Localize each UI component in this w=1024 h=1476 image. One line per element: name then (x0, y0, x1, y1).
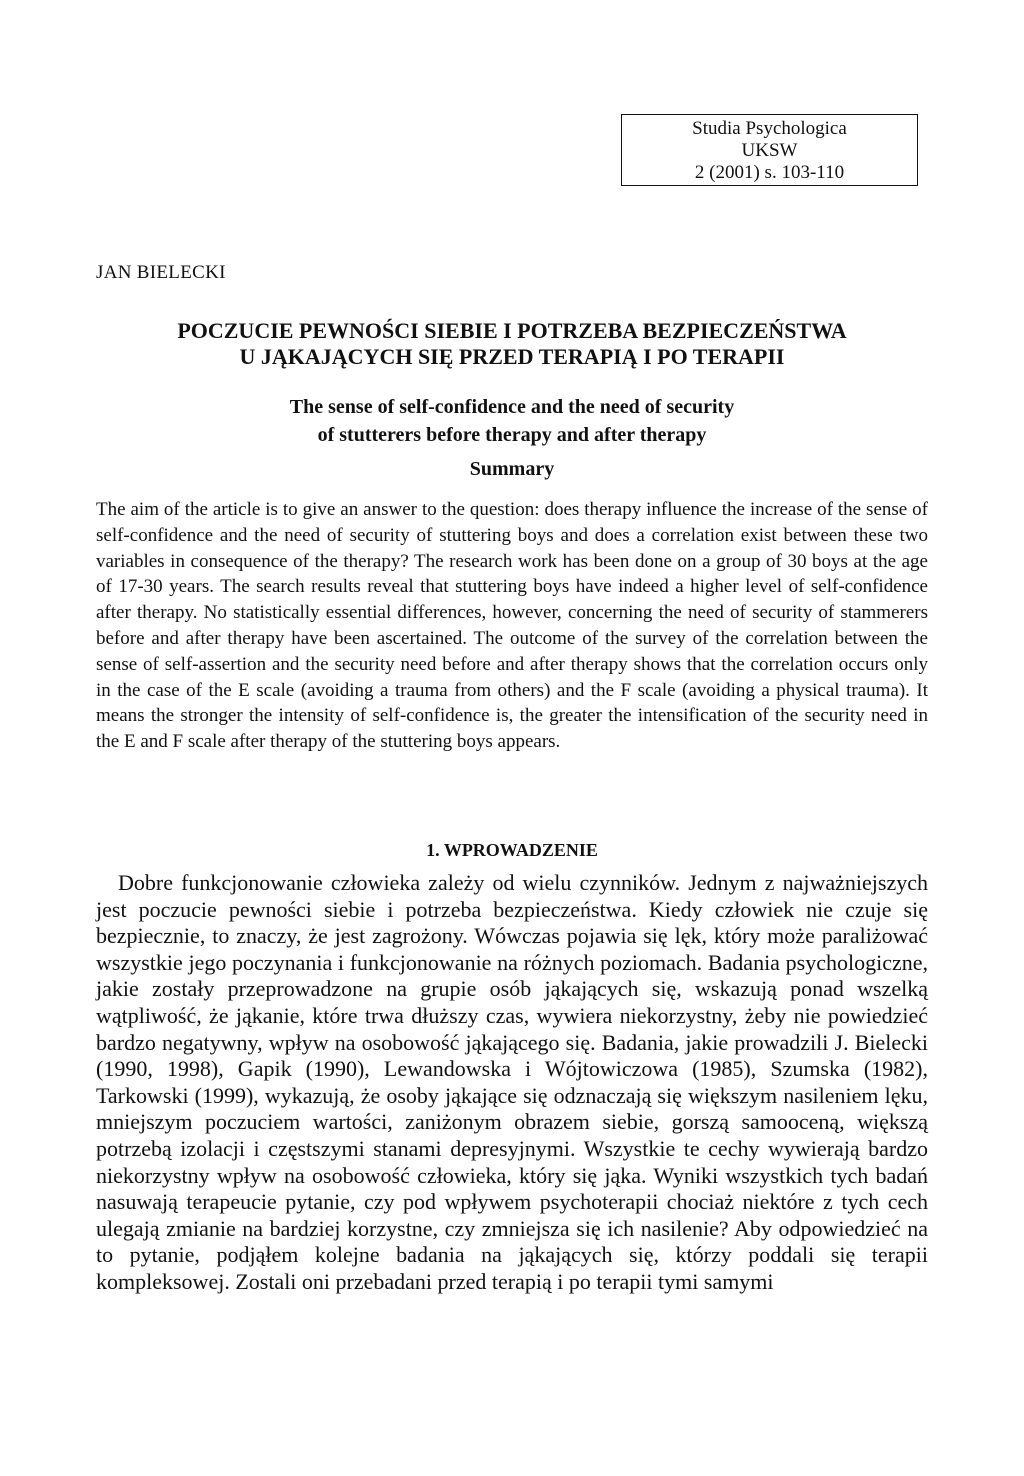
article-title-polish (96, 318, 928, 370)
title-pl-line-1: POCZUCIE PEWNOŚCI SIEBIE I POTRZEBA BEZPIECZEŃSTWA (177, 318, 847, 343)
journal-issue: 2 (2001) s. 103-110 (694, 162, 845, 183)
title-en-line-2: of stutterers before therapy and after therapy (317, 424, 707, 446)
article-title-english (96, 393, 928, 449)
summary-heading: Summary (469, 458, 555, 480)
title-pl-line-2: U JĄKAJĄCYCH SIĘ PRZED TERAPIĄ I PO TERAPII (239, 344, 785, 369)
title-en-line-1: The sense of self-confidence and the need of security (289, 396, 735, 418)
section-1-heading: 1. WPROWADZENIE (426, 840, 598, 860)
journal-info-box (621, 114, 918, 186)
author-name: JAN BIELECKI (96, 262, 226, 283)
summary-paragraph: The aim of the article is to give an answer to the question: does therapy influence the increase of the sense of self-confidence and the need of security of stuttering boys and does a correlation exist between these two variables in consequence of the therapy? The research work has been done on a group of 30 boys at the age of 17-30 years. The search results reveal that stuttering boys have indeed a higher level of self-confidence after therapy. No statistically essential differences, however, concerning the need of security of stammerers before and after therapy have been ascertained. The outcome of the survey of the correlation between the sense of self-assertion and the security need before and after therapy shows that the correlation occurs only in the case of the E scale (avoiding a trauma from others) and the F scale (avoiding a physical trauma). It means the stronger the intensity of self-confidence is, the greater the intensification of the security need in the E and F scale after therapy of the stuttering boys appears. (96, 499, 928, 753)
journal-publisher: UKSW (741, 140, 798, 161)
journal-name: Studia Psychologica (692, 118, 847, 139)
section-1-paragraph: Dobre funkcjonowanie człowieka zależy od wielu czynników. Jednym z najważniejszych jest poczucie pewności siebie i potrzeba bezpieczeństwa. Kiedy człowiek nie czuje się bezpiecznie, to znaczy, że jest zagrożony. Wówczas pojawia się lęk, który może paraliżować wszystkie jego poczynania i funkcjonowanie na różnych poziomach. Badania psychologiczne, jakie zostały przeprowadzone na grupie osób jąkających się, wskazują ponad wszelką wątpliwość, że jąkanie, które trwa dłuższy czas, wywiera niekorzystny, żeby nie powiedzieć bardzo negatywny, wpływ na osobowość jąkającego się. Badania, jakie prowadzili J. Bielecki (1990, 1998), Gapik (1990), Lewandowska i Wójtowiczowa (1985), Szumska (1982), Tarkowski (1999), wykazują, że osoby jąkające się odznaczają się większym nasileniem lęku, mniejszym poczuciem wartości, zaniżonym obrazem siebie, gorszą samooceną, większą potrzebą izolacji i częstszymi stanami depresyjnymi. Wszystkie te cechy wywierają bardzo niekorzystny wpływ na osobowość człowieka, który się jąka. Wyniki wszystkich tych badań nasuwają terapeucie pytanie, czy pod wpływem psychoterapii chociaż niektóre z tych cech ulegają zmianie na bardziej korzystne, czy zmniejsza się ich nasilenie? Aby odpowiedzieć na to pytanie, podjąłem kolejne badania na jąkających się, którzy poddali się terapii kompleksowej. Zostali oni przebadani przed terapią i po terapii tymi samymi (96, 870, 928, 1294)
